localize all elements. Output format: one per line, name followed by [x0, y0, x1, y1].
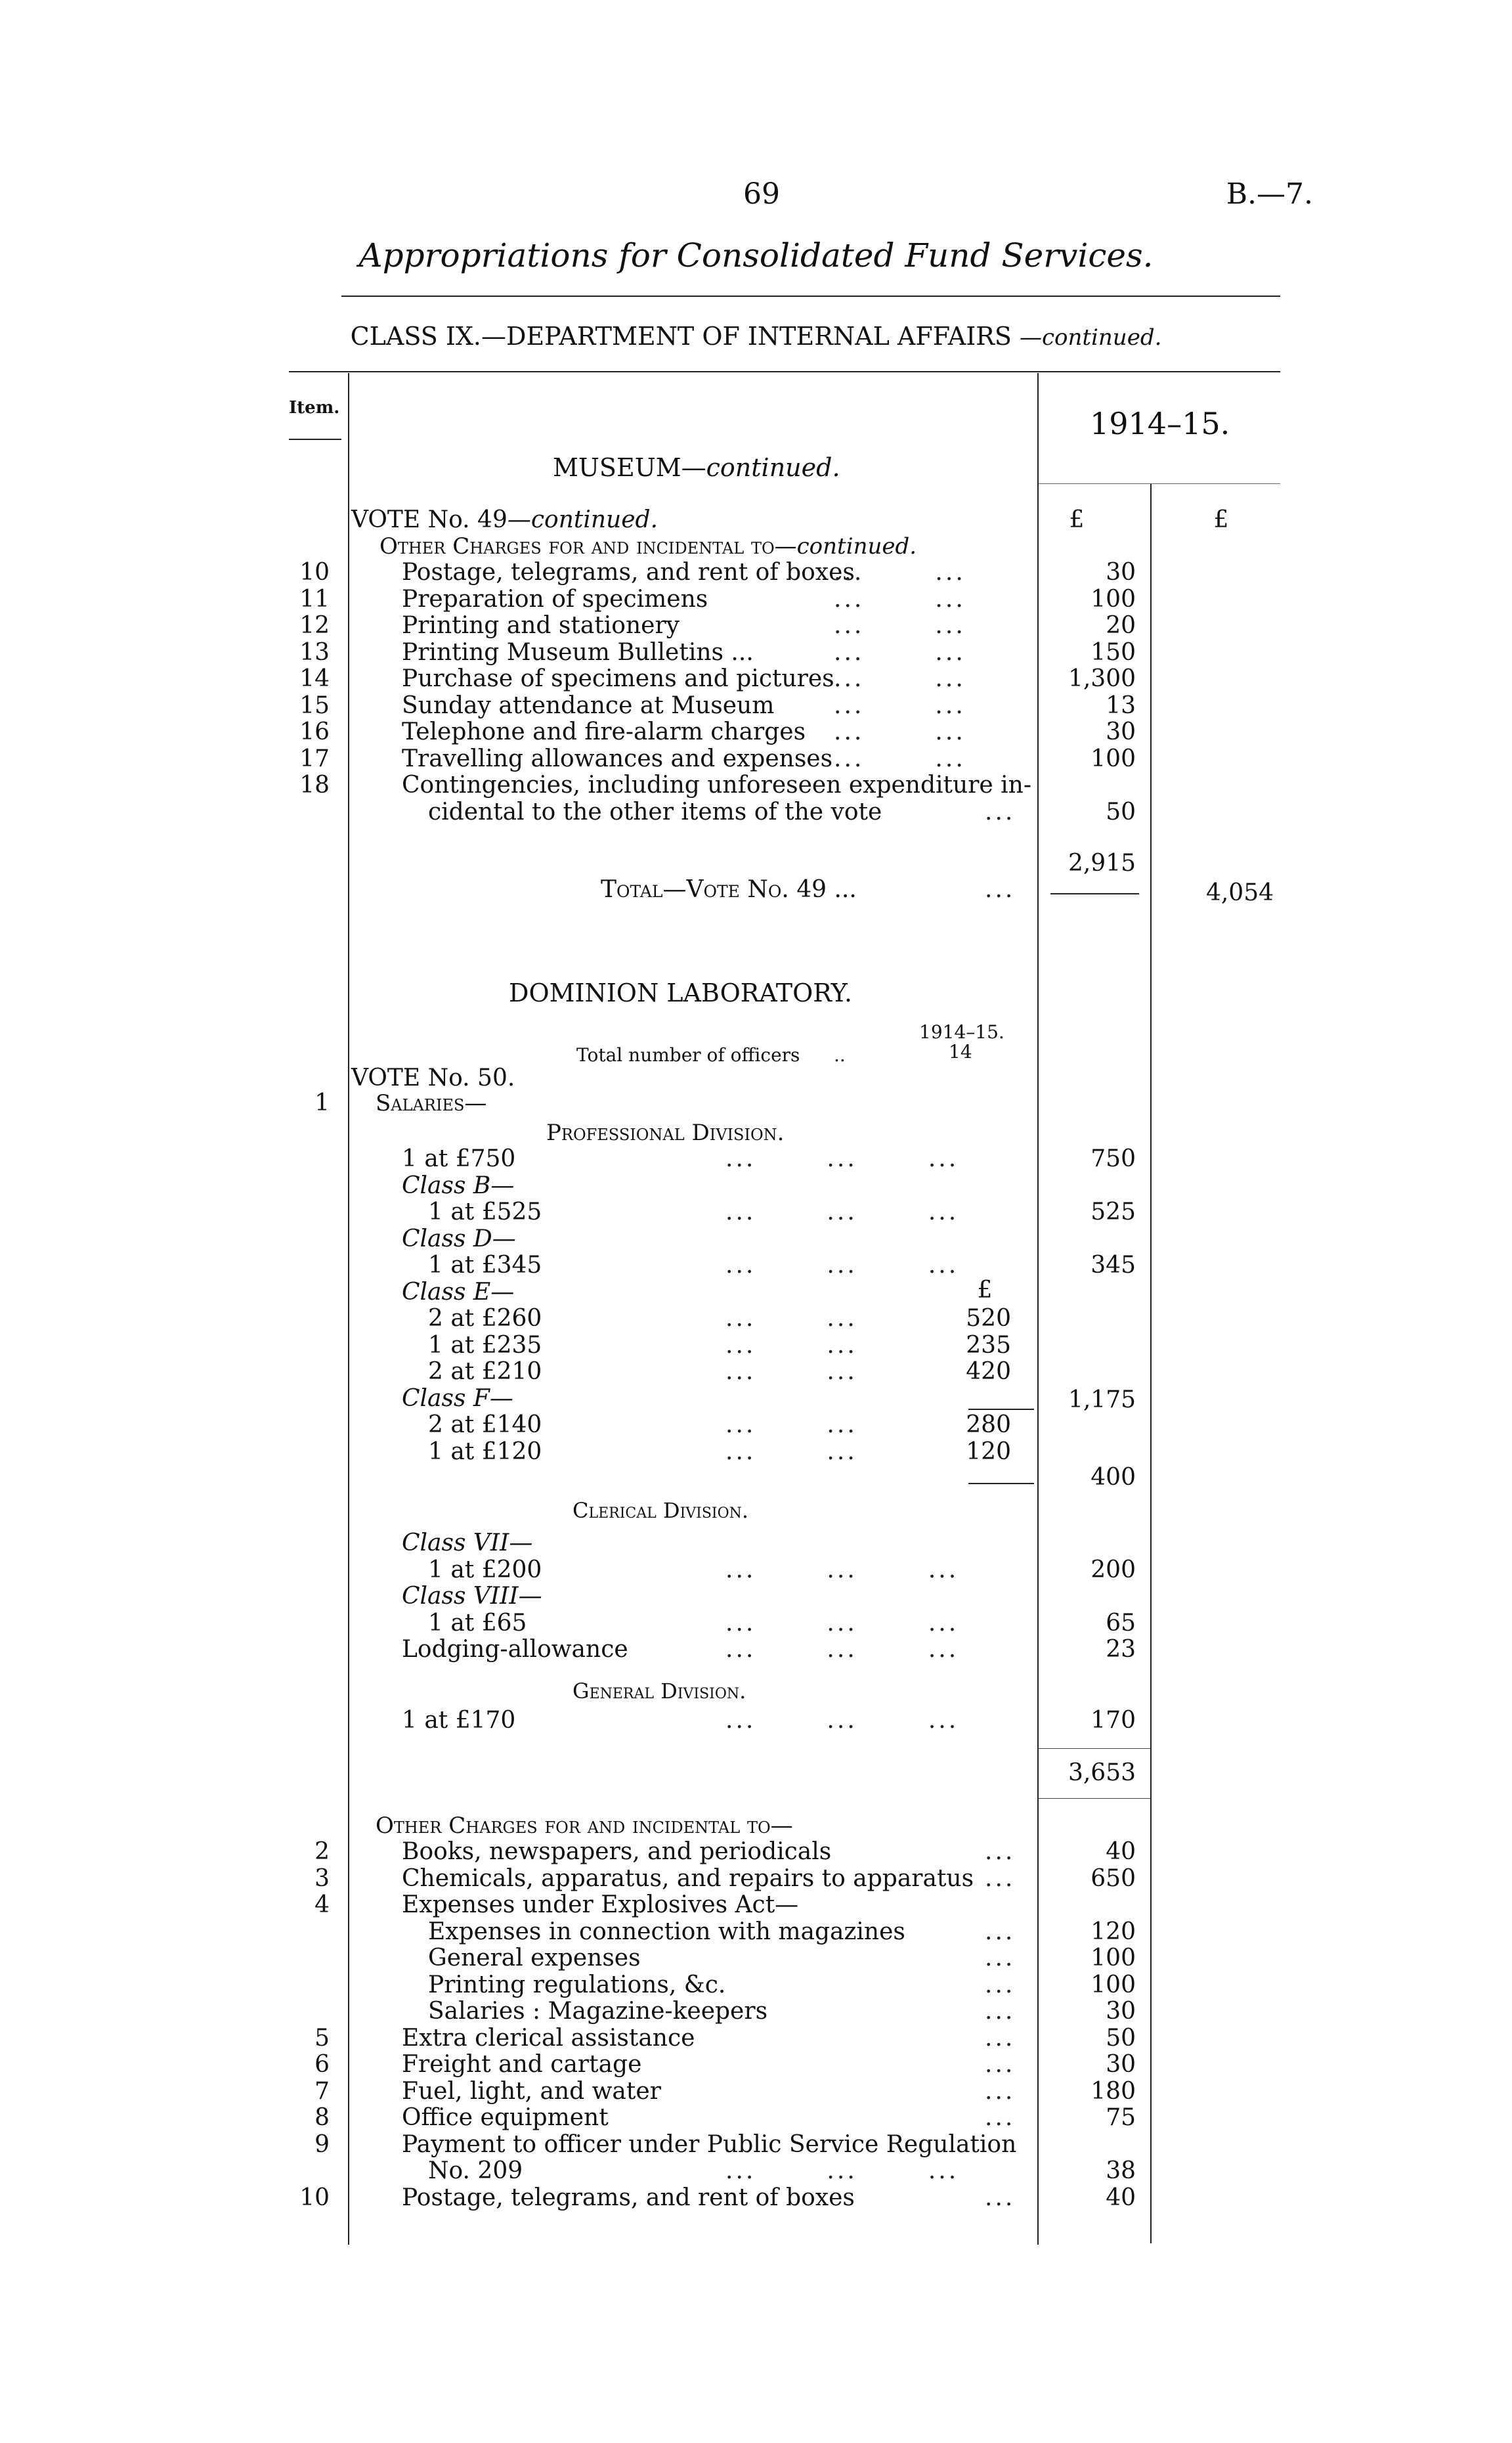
class-heading: [0, 322, 1512, 351]
item-label: Expenses under Explosives Act—: [402, 1891, 799, 1918]
item-amount: 100: [1091, 745, 1136, 772]
leader-dots: ...: [985, 2051, 1016, 2078]
item-number: 15: [299, 692, 330, 719]
item-label: Printing regulations, &c.: [428, 1971, 726, 1998]
leader-dots: ... ... ...: [725, 1636, 959, 1663]
item-number: 11: [299, 585, 330, 613]
leader-dots: ...: [985, 1918, 1016, 1945]
museum-total-dots: ...: [985, 876, 1016, 903]
item-label: Freight and cartage: [402, 2051, 642, 2078]
leader-dots: ... ... ...: [725, 1252, 959, 1279]
leader-dots: ...: [985, 1971, 1016, 1998]
leader-dots: ... ...: [834, 638, 966, 666]
report-code: B.—7.: [1226, 177, 1313, 211]
item-amount: 100: [1091, 585, 1136, 613]
item-number: 7: [314, 2077, 330, 2105]
leader-dots: ...: [985, 2024, 1016, 2052]
professional-division: Professional Division.: [546, 1120, 785, 1146]
leader-dots: ...: [985, 2104, 1016, 2131]
item-label: Fuel, light, and water: [402, 2077, 661, 2105]
item-label: Telephone and fire-alarm charges: [402, 718, 806, 745]
leader-dots: ... ... ...: [725, 1609, 959, 1637]
item-amount: 30: [1106, 2051, 1136, 2078]
salary-line-label: 1 at £65: [428, 1609, 527, 1637]
leader-dots: ... ... ...: [725, 2157, 959, 2184]
item-number: 4: [314, 1891, 330, 1918]
item-number: 2: [314, 1838, 330, 1865]
inner-amount: 520: [966, 1305, 1011, 1332]
item-label: Postage, telegrams, and rent of boxes: [402, 2184, 855, 2211]
museum-other-charges-continued: continued.: [796, 533, 917, 560]
item-column-header: Item.: [289, 398, 340, 418]
leader-dots: ... ...: [834, 665, 966, 692]
item-number: 9: [314, 2130, 330, 2158]
item-amount: 50: [1106, 798, 1136, 825]
currency-left: £: [1069, 506, 1085, 533]
salary-amount: 1,175: [1068, 1386, 1136, 1413]
title-rule: [341, 296, 1280, 297]
museum-subtotal-rule: [1050, 893, 1139, 894]
museum-vote-continued: —continued.: [507, 506, 659, 533]
leader-dots: ... ...: [725, 1358, 857, 1385]
class-f-total: 400: [1091, 1464, 1136, 1491]
page-number: 69: [743, 177, 780, 211]
item-label: Books, newspapers, and periodicals: [402, 1838, 832, 1865]
item-number: 16: [299, 718, 330, 745]
item-number: 3: [314, 1864, 330, 1892]
item-amount: 30: [1106, 1998, 1136, 2025]
salary-line-label: 1 at £235: [428, 1331, 542, 1359]
item-label: Extra clerical assistance: [402, 2024, 695, 2052]
leader-dots: ... ... ...: [725, 1145, 959, 1172]
museum-title: [553, 453, 840, 482]
museum-other-charges-text: Other Charges for and incidental to—: [379, 533, 797, 560]
salary-line-label: 1 at £525: [428, 1199, 542, 1225]
item-label: Office equipment: [402, 2104, 609, 2131]
item-label: Expenses in connection with magazines: [428, 1918, 905, 1945]
salary-amount: 23: [1106, 1636, 1136, 1663]
salary-line-label: 1 at £200: [428, 1556, 542, 1583]
museum-title-text: MUSEUM—: [553, 453, 706, 482]
item-amount: 20: [1106, 612, 1136, 639]
table-top-rule: [289, 371, 1280, 372]
item-header-underline: [289, 439, 341, 440]
class-label: Class E—: [402, 1278, 515, 1306]
museum-total: 4,054: [1205, 879, 1274, 906]
class-heading-continued: —continued.: [1019, 324, 1162, 351]
leader-dots: ... ... ...: [725, 1556, 959, 1583]
inner-amount: 420: [966, 1358, 1011, 1385]
leader-dots: ... ... ...: [725, 1199, 959, 1225]
item-amount: 40: [1106, 1838, 1136, 1865]
officers-dots: ..: [834, 1044, 846, 1066]
salary-line-label: 2 at £140: [428, 1411, 542, 1438]
item-column-rule: [348, 373, 349, 2245]
laboratory-other-charges: Other Charges for and incidental to—: [376, 1813, 793, 1839]
leader-dots: ...: [985, 1864, 1016, 1892]
officers-year: 1914–15.: [919, 1021, 1004, 1043]
item-number: 10: [299, 559, 330, 586]
officers-label: Total number of officers: [576, 1044, 800, 1066]
item-amount: 1,300: [1068, 665, 1136, 692]
leader-dots: ... ...: [834, 692, 966, 719]
salary-line-label: 1 at £345: [428, 1252, 542, 1279]
leader-dots: ...: [985, 2077, 1016, 2105]
class-label: Class VII—: [402, 1530, 533, 1556]
item-label: Printing Museum Bulletins ...: [402, 638, 754, 666]
item-number: 12: [299, 612, 330, 639]
salaries-heading: Salaries—: [376, 1090, 487, 1116]
class-f-rule: [968, 1483, 1034, 1484]
currency-right: £: [1213, 506, 1229, 533]
salary-amount: 65: [1106, 1609, 1136, 1637]
leader-dots: ...: [985, 1838, 1016, 1865]
document-title: Appropriations for Consolidated Fund Services.: [358, 236, 1154, 275]
item-number: 13: [299, 638, 330, 666]
general-line-label: 1 at £170: [402, 1707, 516, 1734]
museum-title-continued: continued.: [706, 453, 840, 482]
item-amount: 100: [1091, 1945, 1136, 1971]
item-number: 8: [314, 2104, 330, 2131]
salaries-total-rule-top: [1039, 1748, 1150, 1749]
class-e-rule: [968, 1409, 1034, 1410]
clerical-division: Clerical Division.: [572, 1498, 749, 1523]
item-amount: 150: [1091, 638, 1136, 666]
leader-dots: ... ...: [834, 718, 966, 745]
total-column-rule: [1150, 483, 1152, 2243]
inner-amount: 280: [966, 1411, 1011, 1438]
leader-dots: ... ...: [725, 1411, 857, 1438]
item-number: 5: [314, 2024, 330, 2052]
item-label: Printing and stationery: [402, 612, 680, 639]
museum-subtotal: 2,915: [1068, 850, 1136, 877]
salary-amount: 525: [1091, 1199, 1136, 1225]
item-number: 18: [299, 772, 330, 799]
item-label-continued: No. 209: [428, 2157, 523, 2184]
salary-line-label: 2 at £210: [428, 1358, 542, 1385]
salaries-total: 3,653: [1068, 1759, 1136, 1786]
museum-total-label: [601, 877, 857, 903]
salary-amount: 200: [1091, 1556, 1136, 1583]
item-label: Postage, telegrams, and rent of boxes: [402, 559, 855, 586]
amount-column-rule: [1037, 373, 1039, 2245]
item-amount: 13: [1106, 692, 1136, 719]
museum-total-label-text: Total—Vote No. 49 ...: [601, 876, 857, 903]
year-rule: [1039, 483, 1280, 484]
item-number: 14: [299, 665, 330, 692]
item-label: Travelling allowances and expenses: [402, 745, 833, 772]
leader-dots: ...: [985, 798, 1016, 825]
leader-dots: ... ...: [834, 612, 966, 639]
item-amount: 30: [1106, 559, 1136, 586]
item-label: Purchase of specimens and pictures: [402, 665, 834, 692]
item-label: Payment to officer under Public Service Regulation: [402, 2130, 1017, 2158]
class-label: Class F—: [402, 1384, 513, 1412]
salary-amount: 750: [1091, 1145, 1136, 1172]
inner-amount: 235: [966, 1331, 1011, 1359]
general-division: General Division.: [572, 1679, 746, 1704]
item-amount: 38: [1106, 2157, 1136, 2184]
museum-vote: [351, 507, 658, 533]
item-label: Contingencies, including unforeseen expenditure in-: [402, 772, 1032, 799]
leader-dots: ... ...: [725, 1438, 857, 1465]
item-amount: 75: [1106, 2104, 1136, 2131]
item-amount: 120: [1091, 1918, 1136, 1945]
item-label: Sunday attendance at Museum: [402, 692, 775, 719]
item-number: 10: [299, 2184, 330, 2211]
salary-line-label: 1 at £750: [402, 1145, 516, 1172]
item-label: General expenses: [428, 1945, 641, 1971]
leader-dots: ...: [985, 1945, 1016, 1971]
leader-dots: ...: [985, 2184, 1016, 2211]
item-amount: 50: [1106, 2024, 1136, 2052]
museum-vote-text: VOTE No. 49: [351, 506, 508, 533]
leader-dots: ... ...: [725, 1305, 857, 1332]
item-amount: 650: [1091, 1864, 1136, 1892]
item-amount: 30: [1106, 718, 1136, 745]
leader-dots: ... ...: [834, 559, 966, 586]
item-number: 17: [299, 745, 330, 772]
item-number: 6: [314, 2051, 330, 2078]
salary-line-label: 2 at £260: [428, 1305, 542, 1332]
leader-dots: ... ...: [834, 585, 966, 613]
item-amount: 40: [1106, 2184, 1136, 2211]
item-amount: 100: [1091, 1971, 1136, 1998]
salaries-total-rule-bottom: [1039, 1798, 1150, 1799]
salary-amount: 345: [1091, 1252, 1136, 1279]
salaries-item-number: 1: [314, 1089, 330, 1116]
leader-dots: ... ...: [834, 745, 966, 772]
museum-other-charges: [379, 533, 917, 560]
inner-currency: £: [977, 1277, 993, 1304]
inner-amount: 120: [966, 1438, 1011, 1465]
general-line-dots: ... ... ...: [725, 1707, 959, 1734]
leader-dots: ... ...: [725, 1331, 857, 1359]
class-label: Class B—: [402, 1172, 515, 1199]
item-label: Salaries : Magazine-keepers: [428, 1998, 768, 2025]
officers-count: 14: [949, 1041, 972, 1063]
leader-dots: ...: [985, 1998, 1016, 2025]
year-column-header: 1914–15.: [1090, 406, 1230, 441]
salary-line-label: 1 at £120: [428, 1438, 542, 1465]
item-label: Chemicals, apparatus, and repairs to apparatus: [402, 1864, 974, 1892]
class-label: Class D—: [402, 1225, 516, 1252]
item-amount: 180: [1091, 2077, 1136, 2105]
item-label: Preparation of specimens: [402, 585, 708, 613]
item-label-continued: cidental to the other items of the vote: [428, 798, 882, 825]
laboratory-title: DOMINION LABORATORY.: [509, 979, 852, 1007]
laboratory-vote: VOTE No. 50.: [351, 1065, 515, 1091]
general-line-amount: 170: [1091, 1707, 1136, 1734]
salary-line-label: Lodging-allowance: [402, 1636, 628, 1663]
class-label: Class VIII—: [402, 1583, 542, 1610]
class-heading-text: CLASS IX.—DEPARTMENT OF INTERNAL AFFAIRS: [350, 322, 1012, 351]
